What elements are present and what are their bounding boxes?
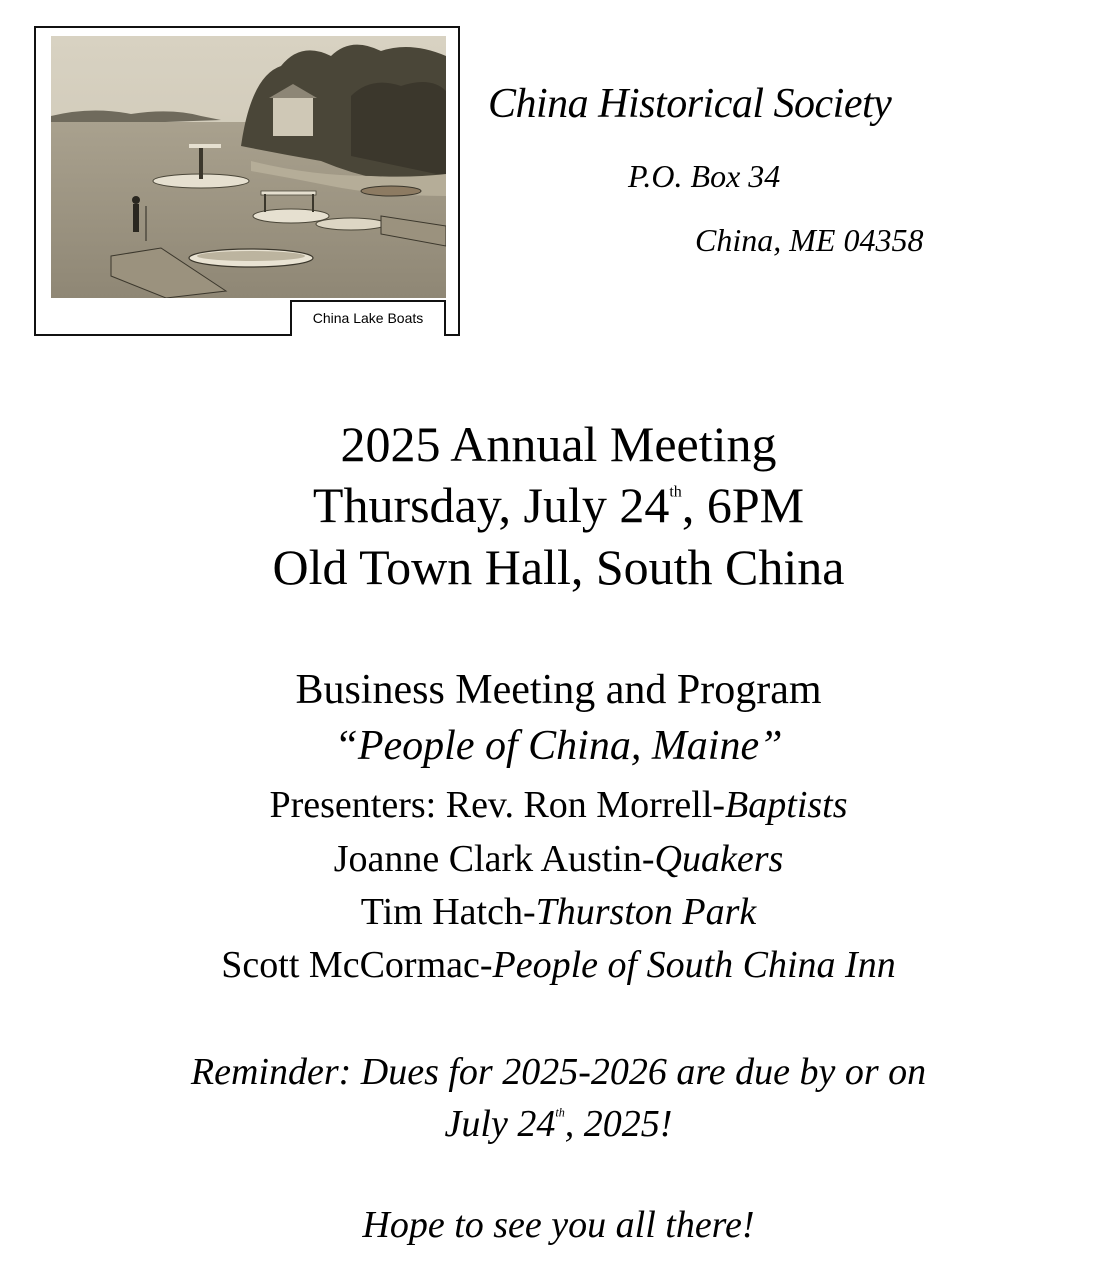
meeting-date-prefix: Thursday, July 24 bbox=[312, 477, 670, 533]
photo-caption: China Lake Boats bbox=[290, 300, 446, 336]
po-box: P.O. Box 34 bbox=[628, 158, 781, 194]
presenter-topic: Thurston Park bbox=[535, 891, 757, 933]
program-subtitle: “People of China, Maine” bbox=[334, 723, 783, 769]
photo-frame bbox=[34, 26, 460, 336]
dues-reminder-date bbox=[0, 1102, 1117, 1146]
presenter-name: Joanne Clark Austin- bbox=[333, 838, 655, 880]
presenter-topic: Baptists bbox=[725, 784, 848, 826]
presenter-line bbox=[0, 783, 1117, 827]
dues-reminder: Reminder: Dues for 2025-2026 are due by or on bbox=[190, 1051, 927, 1093]
china-lake-boats-photo bbox=[51, 36, 446, 298]
presenter-name: Tim Hatch- bbox=[360, 891, 536, 933]
city-state-zip: China, ME 04358 bbox=[695, 222, 924, 258]
meeting-location: Old Town Hall, South China bbox=[272, 539, 845, 595]
closing-message: Hope to see you all there! bbox=[362, 1204, 755, 1246]
presenter-line bbox=[0, 943, 1117, 987]
meeting-title: 2025 Annual Meeting bbox=[340, 416, 777, 472]
presenter-name: Scott McCormac- bbox=[221, 944, 493, 986]
presenter-topic: People of South China Inn bbox=[492, 944, 896, 986]
society-name: China Historical Society bbox=[488, 81, 892, 127]
presenter-line bbox=[0, 890, 1117, 934]
dues-date-suffix: , 2025! bbox=[564, 1103, 673, 1145]
dues-date-prefix: July 24 bbox=[444, 1103, 556, 1145]
program-heading: Business Meeting and Program bbox=[295, 667, 822, 713]
presenter-topic: Quakers bbox=[654, 838, 784, 880]
meeting-date bbox=[0, 476, 1117, 534]
dues-date-sup: th bbox=[555, 1105, 565, 1120]
meeting-time: , 6PM bbox=[681, 477, 805, 533]
meeting-date-sup: th bbox=[669, 483, 682, 501]
presenter-name: Presenters: Rev. Ron Morrell- bbox=[269, 784, 726, 826]
presenter-line bbox=[0, 837, 1117, 881]
